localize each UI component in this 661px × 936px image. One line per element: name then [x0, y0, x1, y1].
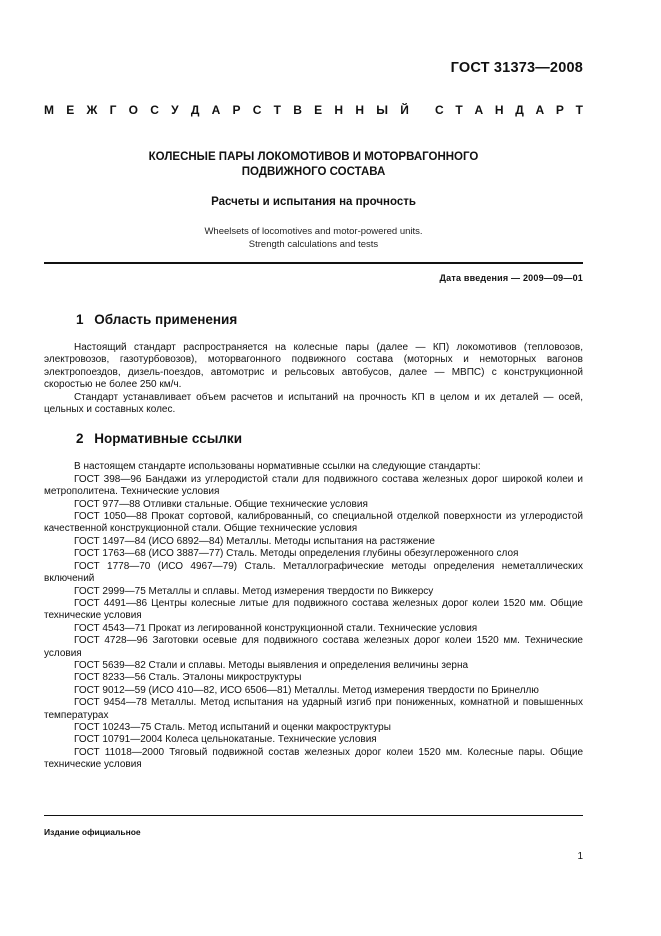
section-heading: [76, 312, 583, 328]
section-number: 2: [76, 431, 84, 447]
section-title: Область применения: [94, 312, 238, 327]
reference-item: ГОСТ 977—88 Отливки стальные. Общие технические условия: [74, 498, 368, 510]
reference-item: ГОСТ 2999—75 Металлы и сплавы. Метод измерения твердости по Виккерсу: [74, 585, 434, 597]
title-block: [44, 150, 583, 251]
letter: Р: [232, 103, 241, 117]
interstate-word: [44, 103, 409, 117]
letter: Е: [314, 103, 323, 117]
reference-item: ГОСТ 8233—56 Сталь. Эталоны микроструктуры: [74, 672, 302, 684]
letter: Г: [109, 103, 117, 117]
reference-item: ГОСТ 9012—59 (ИСО 410—82, ИСО 6506—81) Металлы. Метод измерения твердости по Бринеллю: [74, 684, 539, 696]
section-title: Нормативные ссылки: [94, 431, 242, 447]
letter: Д: [515, 103, 524, 117]
english-title-line: Wheelsets of locomotives and motor-powered units.: [204, 226, 423, 237]
letter: Й: [400, 103, 409, 117]
section-heading: [76, 431, 583, 447]
letter: С: [150, 103, 159, 117]
english-title-line: Strength calculations and tests: [248, 239, 379, 250]
main-title-line: ПОДВИЖНОГО СОСТАВА: [241, 166, 386, 178]
reference-item: ГОСТ 1497—84 (ИСО 6892—84) Металлы. Методы испытания на растяжение: [74, 535, 435, 547]
letter: Ы: [376, 103, 388, 117]
reference-item: ГОСТ 398—96 Бандажи из углеродистой стали для подвижного состава железных дорог широкой колеи и метрополитена. Технические условия: [44, 473, 583, 498]
english-title: [44, 225, 583, 251]
page-number: 1: [577, 851, 583, 862]
reference-item: ГОСТ 9454—78 Металлы. Метод испытания на ударный изгиб при пониженных, комнатной и повышенных температурах: [44, 697, 583, 721]
document-number: ГОСТ 31373—2008: [450, 60, 583, 76]
letter: Р: [555, 103, 564, 117]
letter: В: [293, 103, 302, 117]
letter: Н: [494, 103, 504, 117]
reference-item: ГОСТ 4543—71 Прокат из легированной конструкционной стали. Технические условия: [74, 622, 478, 634]
letter: Н: [334, 103, 344, 117]
letter: С: [435, 103, 444, 117]
interstate-standard-heading: [44, 103, 583, 117]
paragraph: Настоящий стандарт распространяется на колесные пары (далее — КП) локомотивов (тепловозов, электровозов, газотурбовозов), моторвагонного подвижного состава (моторных и немоторных вагонов электропоездов, дизель-поездов, автомотрис и рельсовых автобусов, далее — МВПС) с конструкционной скоростью не более 250 км/ч.: [44, 342, 583, 391]
reference-item: ГОСТ 4491—86 Центры колесные литые для подвижного состава железных дорог колеи 1520 мм. Общие технические условия: [44, 597, 583, 622]
letter: Т: [273, 103, 282, 117]
reference-item: ГОСТ 5639—82 Стали и сплавы. Методы выявления и определения величины зерна: [74, 659, 469, 671]
letter: Е: [66, 103, 75, 117]
letter: Ж: [86, 103, 98, 117]
reference-item: ГОСТ 11018—2000 Тяговый подвижной состав железных дорог колеи 1520 мм. Колесные пары. Общие технические условия: [44, 746, 583, 771]
letter: Д: [190, 103, 200, 117]
letter: А: [535, 103, 545, 117]
standard-word: [435, 103, 583, 117]
main-title-line: КОЛЕСНЫЕ ПАРЫ ЛОКОМОТИВОВ И МОТОРВАГОННОГО: [148, 151, 479, 163]
paragraph: В настоящем стандарте использованы нормативные ссылки на следующие стандарты:: [74, 461, 481, 473]
letter: О: [128, 103, 138, 117]
reference-item: ГОСТ 1050—88 Прокат сортовой, калиброванный, со специальной отделкой поверхности из углеродистой качественной конструкционной стали. Общие технические условия: [44, 511, 583, 535]
subtitle: Расчеты и испытания на прочность: [211, 196, 416, 208]
reference-item: ГОСТ 4728—96 Заготовки осевые для подвижного состава железных дорог колеи 1520 мм. Технические условия: [44, 635, 583, 659]
paragraph: Стандарт устанавливает объем расчетов и испытаний на прочность КП в целом и их деталей — осей, цельных и составных колес.: [44, 391, 583, 416]
letter: А: [474, 103, 484, 117]
letter: Т: [575, 103, 583, 117]
header-divider: [44, 262, 583, 264]
reference-item: ГОСТ 10243—75 Сталь. Метод испытаний и оценки макроструктуры: [74, 721, 391, 733]
reference-item: ГОСТ 1763—68 (ИСО 3887—77) Сталь. Методы определения глубины обезуглероженного слоя: [74, 548, 519, 560]
footer-divider: [44, 815, 583, 816]
official-edition-label: Издание официальное: [44, 827, 141, 837]
letter: Н: [355, 103, 364, 117]
document-body: [44, 312, 583, 772]
reference-item: ГОСТ 10791—2004 Колеса цельнокатаные. Технические условия: [74, 734, 377, 746]
section-number: 1: [76, 312, 84, 327]
introduction-date: Дата введения — 2009—09—01: [439, 273, 583, 283]
letter: У: [171, 103, 179, 117]
letter: С: [252, 103, 262, 117]
reference-item: ГОСТ 1778—70 (ИСО 4967—79) Сталь. Металлографические методы определения неметаллических включений: [44, 560, 583, 585]
letter: М: [44, 103, 54, 117]
letter: Т: [455, 103, 463, 117]
letter: А: [211, 103, 221, 117]
